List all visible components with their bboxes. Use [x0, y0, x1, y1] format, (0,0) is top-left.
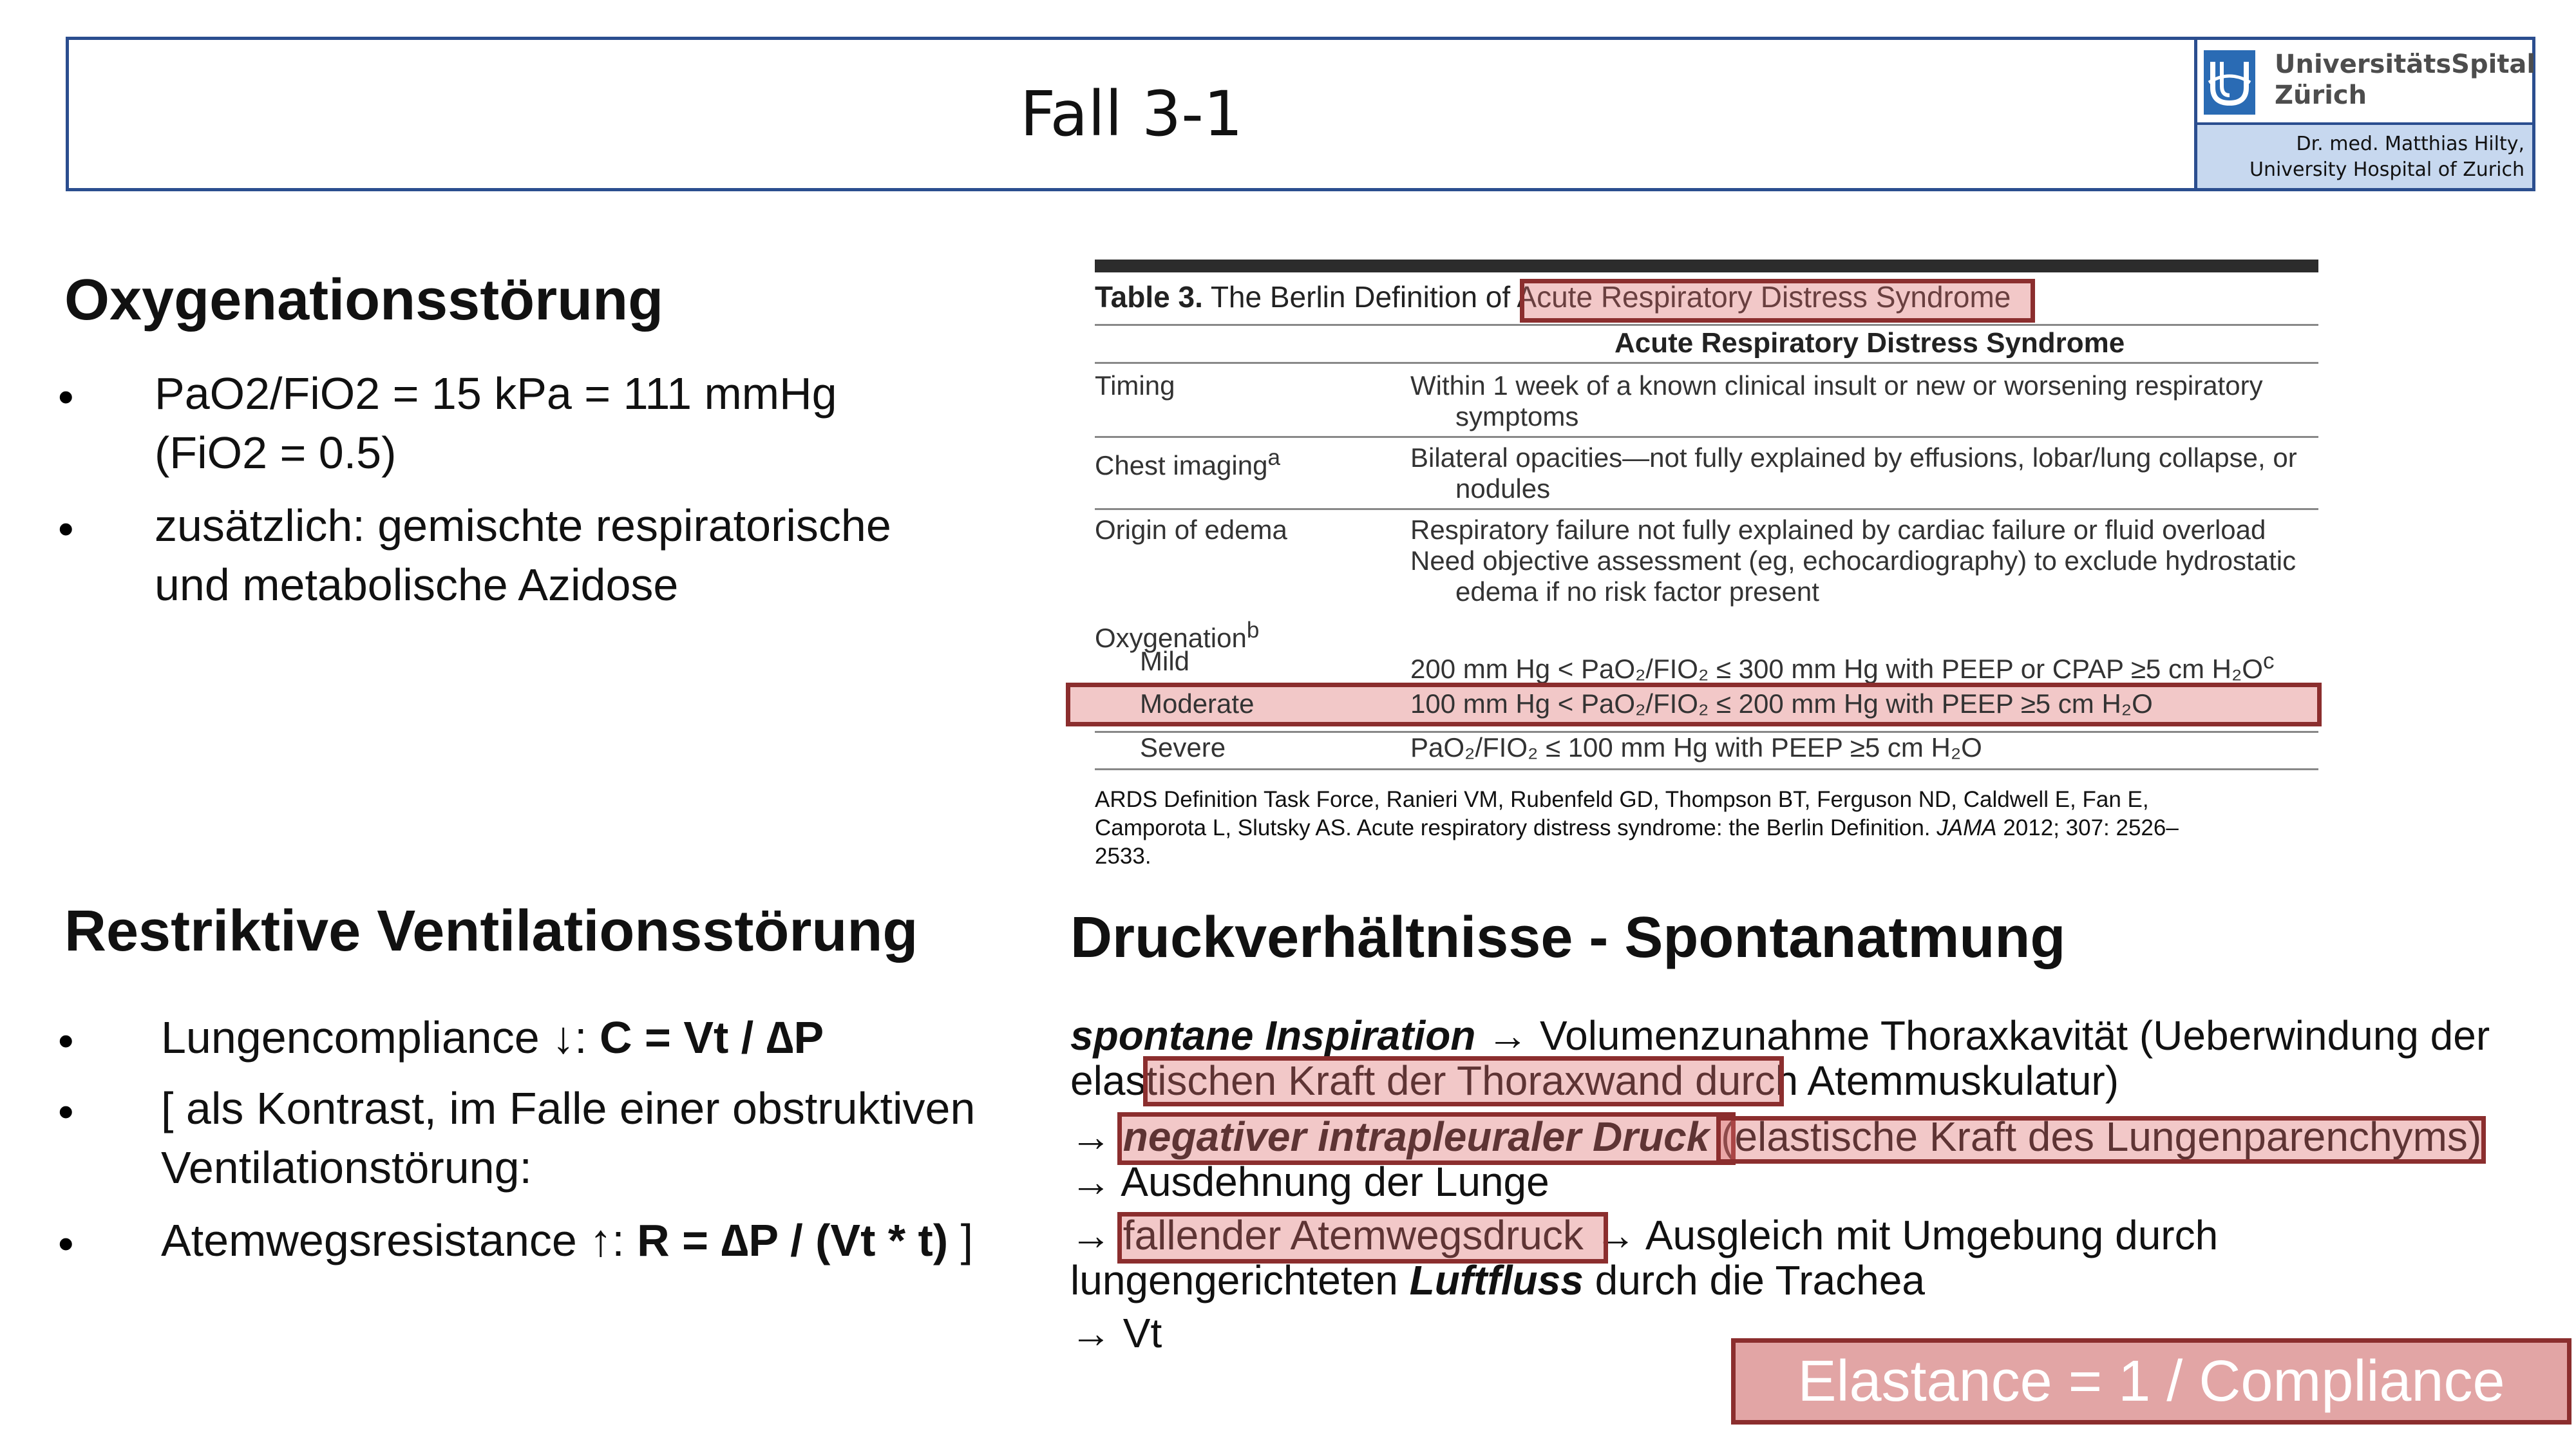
cell-text: 200 mm Hg < PaO₂/FIO₂ ≤ 300 mm Hg with PEEP or CPAP ≥5 cm H₂O — [1410, 654, 2263, 684]
pressure-line-4: → Ausdehnung der Lunge — [1070, 1159, 1549, 1205]
logo-name — [2275, 49, 2535, 111]
row-value-timing — [1410, 370, 2263, 432]
table-rule — [1095, 362, 2318, 364]
table-caption-highlight: Acute Respiratory Distress Syndrome — [1517, 280, 2011, 314]
cell-text: Chest imaging — [1095, 450, 1268, 480]
cell-text: Oxygenation — [1095, 623, 1247, 653]
author-line1: Dr. med. Matthias Hilty, — [2296, 133, 2524, 155]
row-label-moderate: Moderate — [1140, 688, 1255, 719]
highlighted-text: fallender Atemwegsdruck — [1122, 1212, 1584, 1258]
table-rule — [1095, 768, 2318, 770]
table-caption-label: Table 3. — [1095, 280, 1203, 314]
author-line2: University Hospital of Zurich — [2249, 158, 2524, 181]
cell-line: edema if no risk factor present — [1455, 576, 1819, 607]
pressure-line-1 — [1070, 1013, 2490, 1058]
author-box — [2197, 125, 2532, 188]
line-text: (elastische Kraft des Lungenparenchyms) — [1709, 1113, 2482, 1160]
restrictive-bullet-1 — [161, 1008, 824, 1067]
logo-top — [2197, 40, 2536, 125]
elastance-formula-box — [1731, 1338, 2571, 1425]
citation-line: ARDS Definition Task Force, Ranieri VM, Rubenfeld GD, Thompson BT, Ferguson ND, Caldwell E, Fan E, — [1095, 787, 2149, 812]
arrow-text: → — [1070, 1113, 1123, 1160]
restrictive-bullet-2 — [161, 1079, 975, 1197]
bullet-line: und metabolische Azidose — [155, 560, 679, 610]
bullet-text: Lungencompliance ↓: — [161, 1012, 600, 1063]
row-label-origin-of-edema: Origin of edema — [1095, 515, 1287, 545]
row-label-mild: Mild — [1140, 646, 1190, 676]
highlight-box — [1520, 279, 2035, 323]
emphasis-text: spontane Inspiration — [1070, 1012, 1476, 1059]
oxygenation-bullet-1 — [155, 364, 837, 482]
author-credit — [2249, 131, 2524, 183]
logo-name-line2: Zürich — [2275, 80, 2367, 110]
bullet-text: ] — [948, 1215, 974, 1265]
bullet-marker: • — [58, 372, 74, 422]
footnote-mark: b — [1246, 618, 1260, 643]
table-column-header: Acute Respiratory Distress Syndrome — [1615, 327, 2125, 359]
emphasis-text: negativer intrapleuraler Druck — [1122, 1113, 1710, 1160]
table-rule — [1095, 324, 2318, 326]
highlight-box — [1117, 1112, 1736, 1165]
cell-line: symptoms — [1455, 401, 1579, 431]
cell-line: Need objective assessment (eg, echocardiography) to exclude hydrostatic — [1410, 545, 2297, 576]
bullet-line: [ als Kontrast, im Falle einer obstruktiven — [161, 1083, 976, 1133]
slide-title: Fall 3-1 — [1020, 78, 1243, 150]
slide-header — [66, 37, 2535, 191]
cell-line: Respiratory failure not fully explained by cardiac failure or fluid overload — [1410, 515, 2266, 545]
berlin-definition-table — [1095, 254, 2318, 873]
line-text: lungengerichteten — [1070, 1257, 1410, 1303]
cell-line: Within 1 week of a known clinical insult or new or worsening respiratory — [1410, 370, 2263, 401]
pressure-line-6 — [1070, 1258, 1925, 1303]
row-label-chest-imaging — [1095, 442, 1280, 481]
bullet-marker: • — [58, 1086, 74, 1137]
table-caption-text: The Berlin Definition of — [1202, 280, 1517, 314]
cell-line: Bilateral opacities—not fully explained by effusions, lobar/lung collapse, or — [1410, 442, 2297, 473]
citation-line — [1095, 814, 2351, 842]
bullet-marker: • — [58, 1218, 74, 1269]
restrictive-bullet-3 — [161, 1211, 973, 1270]
pressure-line-7: → Vt — [1070, 1310, 1162, 1356]
row-label-severe: Severe — [1140, 732, 1226, 762]
bullet-line: zusätzlich: gemischte respiratorische — [155, 500, 891, 551]
logo-name-line1: UniversitätsSpital — [2275, 50, 2536, 79]
footnote-mark: c — [2262, 649, 2275, 674]
row-value-chest-imaging — [1410, 442, 2297, 504]
citation-journal: JAMA — [1937, 815, 1997, 840]
compliance-formula: C = Vt / ∆P — [600, 1012, 824, 1063]
institution-logo-box — [2194, 40, 2536, 188]
table-rule — [1095, 436, 2318, 438]
cell-line: nodules — [1455, 473, 1551, 504]
oxygenation-title: Oxygenationsstörung — [64, 268, 664, 332]
highlight-box — [1117, 1212, 1608, 1264]
table-rule — [1095, 508, 2318, 510]
highlight-box — [1143, 1056, 1784, 1106]
restrictive-title: Restriktive Ventilationsstörung — [64, 899, 918, 963]
emphasis-text: Luftfluss — [1409, 1257, 1584, 1303]
resistance-formula: R = ∆P / (Vt * t) — [637, 1215, 949, 1265]
arrow-text: → — [1070, 1212, 1123, 1258]
bullet-text: Atemwegsresistance ↑: — [161, 1215, 638, 1265]
bullet-line: (FiO2 = 0.5) — [155, 428, 397, 478]
pressure-line-2: elastischen Kraft der Thoraxwand durch Atemmuskulatur) — [1070, 1057, 2119, 1104]
line-text: durch die Trachea — [1583, 1257, 1925, 1303]
footnote-mark: a — [1267, 445, 1280, 470]
bullet-marker: • — [58, 1016, 74, 1066]
table-top-rule — [1095, 260, 2318, 272]
row-value-mild — [1410, 646, 2274, 685]
citation-line: 2533. — [1095, 844, 1151, 869]
line-text: → Volumenzunahme Thoraxkavität (Ueberwindung der — [1475, 1012, 2490, 1059]
usz-logo-icon — [2204, 50, 2255, 115]
highlight-box — [1716, 1116, 2486, 1164]
bullet-marker: • — [58, 504, 74, 554]
row-value-origin-of-edema — [1410, 515, 2296, 607]
table-citation — [1095, 786, 2351, 871]
citation-text: 2012; 307: 2526– — [1996, 815, 2179, 840]
bullet-line: Ventilationstörung: — [161, 1142, 532, 1193]
row-value-severe: PaO₂/FIO₂ ≤ 100 mm Hg with PEEP ≥5 cm H₂O — [1410, 732, 1982, 762]
oxygenation-bullet-2 — [155, 496, 891, 614]
line-text: → Ausgleich mit Umgebung durch — [1583, 1212, 2219, 1258]
bullet-line: PaO2/FiO2 = 15 kPa = 111 mmHg — [155, 368, 837, 419]
pressure-title: Druckverhältnisse - Spontanatmung — [1070, 905, 2066, 970]
row-label-timing: Timing — [1095, 370, 1175, 401]
citation-text: Camporota L, Slutsky AS. Acute respiratory distress syndrome: the Berlin Definition. — [1095, 815, 1937, 840]
row-value-moderate: 100 mm Hg < PaO₂/FIO₂ ≤ 200 mm Hg with PEEP ≥5 cm H₂O — [1410, 688, 2153, 719]
elastance-formula: Elastance = 1 / Compliance — [1797, 1349, 2505, 1414]
